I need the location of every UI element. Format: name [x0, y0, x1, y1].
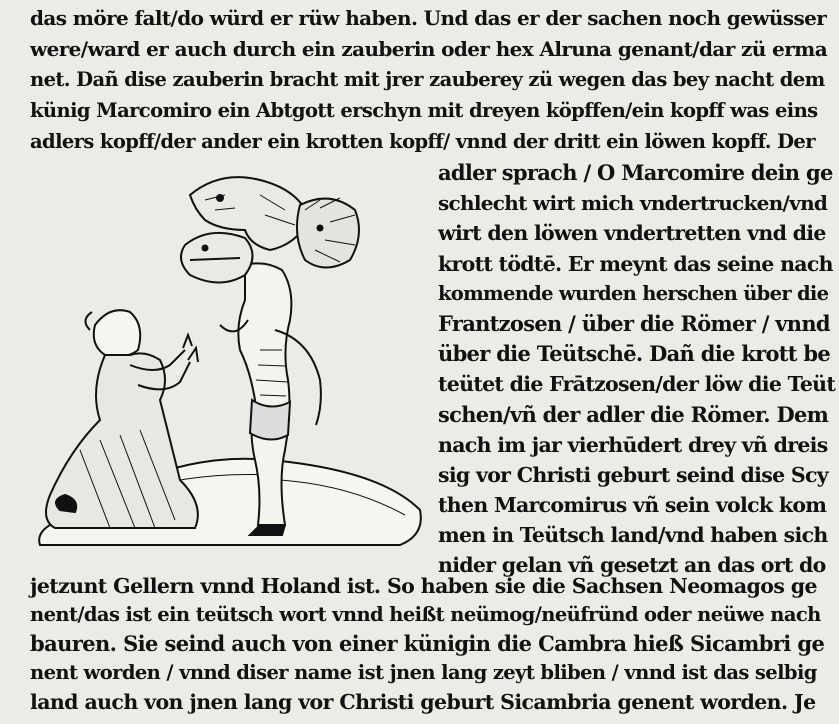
text-line: men in Teütsch land/vnd haben sich	[438, 523, 828, 547]
text-line: wirt den löwen vndertretten vnd die	[438, 221, 826, 245]
text-line: adlers kopff/der ander ein krotten kopff/ vnnd der dritt ein löwen kopff. Der	[30, 130, 815, 153]
text-line: were/ward er auch durch ein zauberin oder hex Alruna genant/dar zü erma	[30, 37, 828, 61]
text-line: nent/das ist ein teütsch wort vnnd heißt neümog/neüfründ oder neüwe nach	[30, 603, 821, 626]
text-line: jetzunt Gellern vnnd Holand ist. So haben sie die Sachsen Neomagos ge	[30, 574, 817, 598]
text-line: kommende wurden herschen über die	[438, 282, 829, 305]
text-line: künig Marcomiro ein Abtgott erschyn mit dreyen köpffen/ein kopff was eins	[30, 99, 818, 122]
text-line: then Marcomirus vñ sein volck kom	[438, 493, 827, 517]
text-line: schlecht wirt mich vndertrucken/vnd	[438, 191, 828, 215]
text-line: teütet die Frātzosen/der löw die Teüt	[438, 372, 836, 396]
text-line: nent worden / vnnd diser name ist jnen lang zeyt bliben / vnnd ist das selbig	[30, 661, 817, 684]
woodcut-illustration	[20, 150, 435, 550]
kneeling-woman-figure	[46, 310, 198, 528]
text-line: sig vor Christi geburt seind dise Scy	[438, 463, 828, 487]
text-line: nider gelan vñ gesetzt an das ort do	[438, 553, 826, 577]
text-line: schen/vñ der adler die Römer. Dem	[438, 402, 829, 427]
text-line: krott tödtē. Er meynt das seine nach	[438, 252, 833, 276]
text-line: adler sprach / O Marcomire dein ge	[438, 160, 833, 185]
text-line: bauren. Sie seind auch von einer künigin die Cambra hieß Sicambri ge	[30, 631, 825, 656]
text-line: land auch von jnen lang vor Christi geburt Sicambria genent worden. Je	[30, 690, 816, 714]
text-line: net. Dañ dise zauberin bracht mit jrer zauberey zü wegen das bey nacht dem	[30, 68, 825, 91]
text-line: über die Teütschē. Dañ die krott be	[438, 341, 831, 366]
text-line: das möre falt/do würd er rüw haben. Und das er der sachen noch gewüsser	[30, 6, 827, 30]
text-line: Frantzosen / über die Römer / vnnd	[438, 311, 830, 336]
text-line: nach im jar vierhūdert drey vñ dreis	[438, 433, 828, 457]
